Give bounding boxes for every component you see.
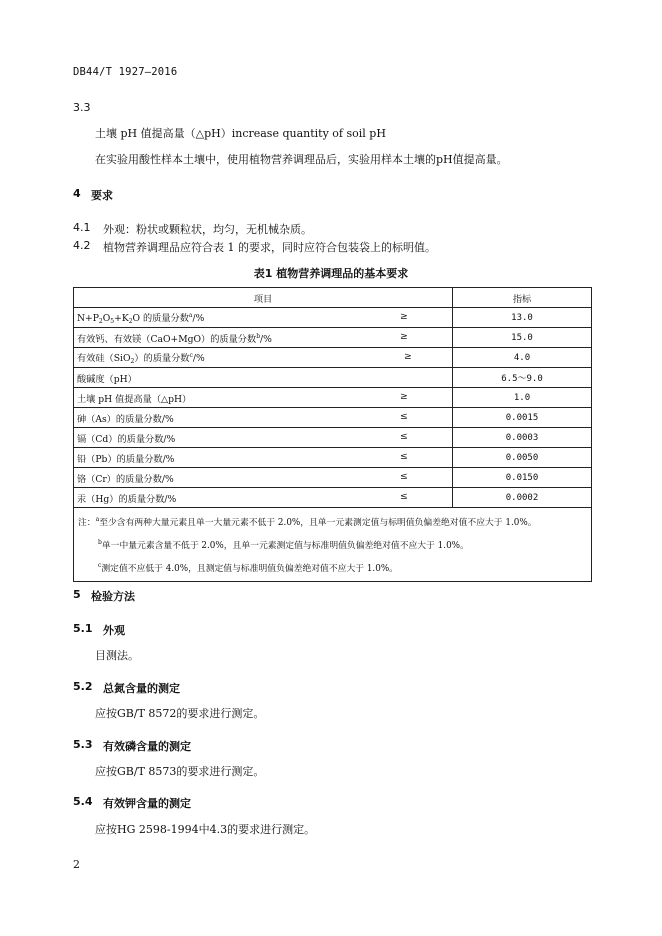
row-value: 1.0: [453, 388, 592, 408]
row-item-npk: $N+P_2O_5+K_2O$ 的质量分数$^a$/% ≥: [74, 308, 453, 328]
term-title: 土壤 pH 值提高量（△pH）increase quantity of soil pH: [95, 127, 386, 140]
clause-5-1-title: 外观: [103, 624, 125, 637]
clause-5-1-text: 目测法。: [95, 649, 139, 662]
comparison-symbol: ≥: [400, 331, 408, 342]
row-value: 0.0002: [453, 488, 592, 508]
standard-code: DB44/T 1927—2016: [73, 66, 178, 78]
row-item-ph: 酸碱度（pH）: [74, 368, 453, 388]
clause-5-4-text: 应按HG 2598-1994中4.3的要求进行测定。: [95, 823, 316, 836]
table-row: [74, 408, 592, 428]
row-item-mercury: 汞（Hg）的质量分数/% ≤: [74, 488, 453, 508]
table-row: [74, 308, 592, 328]
note-c: $^c$测定值不应低于 4.0%，且测定值与标准明值负偏差绝对值不应大于 1.0%。: [98, 562, 398, 574]
table-row: [74, 348, 592, 368]
comparison-symbol: ≥: [404, 351, 412, 362]
clause-5-2-number: 5.2: [73, 680, 93, 693]
term-definition: 在实验用酸性样本土壤中，使用植物营养调理品后，实验用样本土壤的pH值提高量。: [95, 153, 508, 166]
comparison-symbol: ≥: [400, 311, 408, 322]
table-row: [74, 448, 592, 468]
clause-4-1-text: 外观：粉状或颗粒状，均匀，无机械杂质。: [103, 223, 312, 236]
row-item-ca-mg: 有效钙、有效镁（CaO+MgO）的质量分数$^b$/% ≥: [74, 328, 453, 348]
clause-5-4-number: 5.4: [73, 795, 93, 808]
row-value: 0.0015: [453, 408, 592, 428]
row-value: 0.0003: [453, 428, 592, 448]
clause-5-4-title: 有效钾含量的测定: [103, 797, 191, 810]
table-row: [74, 488, 592, 508]
table-row: [74, 368, 592, 388]
page-number: 2: [73, 858, 80, 871]
column-header-item: 项目: [74, 288, 453, 308]
table-row: [74, 428, 592, 448]
table-notes-row: [74, 508, 592, 582]
table-row: [74, 388, 592, 408]
section-4-title: 要求: [91, 189, 113, 202]
row-value: 0.0150: [453, 468, 592, 488]
row-item-delta-ph: 土壤 pH 值提高量（△pH） ≥: [74, 388, 453, 408]
table-row: [74, 328, 592, 348]
section-5-title: 检验方法: [91, 590, 135, 603]
comparison-symbol: ≤: [400, 411, 408, 422]
comparison-symbol: ≤: [400, 491, 408, 502]
section-5-number: 5: [73, 588, 81, 601]
table-row: [74, 468, 592, 488]
clause-5-3-title: 有效磷含量的测定: [103, 740, 191, 753]
row-item-cadmium: 镉（Cd）的质量分数/% ≤: [74, 428, 453, 448]
row-item-arsenic: 砷（As）的质量分数/% ≤: [74, 408, 453, 428]
row-value: 6.5～9.0: [453, 368, 592, 388]
note-a: 注：$^a$至少含有两种大量元素且单一大量元素不低于 2.0%，且单一元素测定值与标明值负偏差绝对值不应大于 1.0%。: [78, 516, 537, 528]
clause-5-3-number: 5.3: [73, 738, 93, 751]
row-value: 15.0: [453, 328, 592, 348]
table-notes: [74, 508, 592, 582]
table-header-row: [74, 288, 592, 308]
clause-3-3-number: 3.3: [73, 101, 91, 114]
comparison-symbol: ≥: [400, 391, 408, 402]
clause-4-2-number: 4.2: [73, 239, 91, 252]
row-item-chromium: 铬（Cr）的质量分数/% ≤: [74, 468, 453, 488]
comparison-symbol: ≤: [400, 451, 408, 462]
clause-5-3-text: 应按GB/T 8573的要求进行测定。: [95, 765, 265, 778]
clause-5-2-text: 应按GB/T 8572的要求进行测定。: [95, 707, 265, 720]
clause-5-1-number: 5.1: [73, 622, 93, 635]
table-caption: 表1 植物营养调理品的基本要求: [253, 267, 409, 280]
comparison-symbol: ≤: [400, 471, 408, 482]
clause-4-1-number: 4.1: [73, 221, 91, 234]
column-header-value: 指标: [453, 288, 592, 308]
row-value: 0.0050: [453, 448, 592, 468]
row-value: 4.0: [453, 348, 592, 368]
note-b: $^b$单一中量元素含量不低于 2.0%，且单一元素测定值与标准明值负偏差绝对值不应大于 1.0%。: [98, 539, 469, 551]
row-value: 13.0: [453, 308, 592, 328]
section-4-number: 4: [73, 187, 81, 200]
requirements-table: [73, 287, 592, 582]
clause-4-2-text: 植物营养调理品应符合表 1 的要求，同时应符合包装袋上的标明值。: [103, 241, 436, 254]
clause-5-2-title: 总氮含量的测定: [103, 682, 180, 695]
row-item-lead: 铅（Pb）的质量分数/% ≤: [74, 448, 453, 468]
comparison-symbol: ≤: [400, 431, 408, 442]
row-item-silicon: 有效硅（SiO$_2$）的质量分数$^c$/% ≥: [74, 348, 453, 368]
